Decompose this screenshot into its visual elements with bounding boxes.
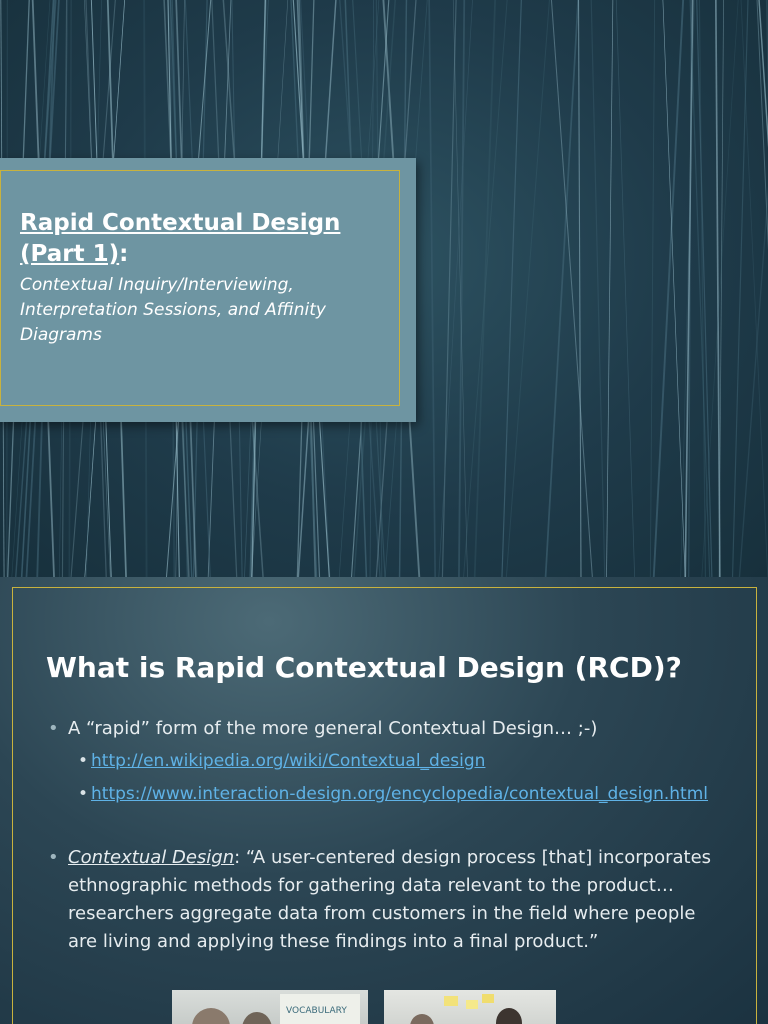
background-line xyxy=(551,0,593,577)
background-line xyxy=(757,0,768,577)
background-line xyxy=(459,0,464,577)
bullet-dot: • xyxy=(48,847,59,868)
content-slide-title: What is Rapid Contextual Design (RCD)? xyxy=(46,651,682,684)
background-line xyxy=(650,0,654,577)
slide-title xyxy=(20,208,390,270)
background-line xyxy=(579,0,582,577)
person-figure xyxy=(410,1014,434,1024)
whiteboard-sign xyxy=(280,994,360,1024)
definition-text: : “A user-centered design process [that] incorporates ethnographic methods for gathering data relevant to the product…researchers aggregate data from customers in the field where people are living and applying these findings into a final product.” xyxy=(68,847,712,952)
background-line xyxy=(545,0,578,577)
background-line xyxy=(463,0,507,577)
workshop-photo-left xyxy=(172,990,368,1024)
background-line xyxy=(741,0,768,577)
title-line-1: Rapid Contextual Design xyxy=(20,210,341,236)
background-line xyxy=(654,0,684,577)
whiteboard-text: VOCABULARY xyxy=(286,1006,347,1016)
sticky-note xyxy=(444,996,458,1006)
background-line xyxy=(442,0,456,577)
title-colon: : xyxy=(119,241,129,267)
background-line xyxy=(716,0,720,577)
bullet-rapid-form-text: A “rapid” form of the more general Contextual Design… ;-) xyxy=(68,718,598,739)
bullet-dot: • xyxy=(78,751,89,771)
background-line xyxy=(616,0,635,577)
person-figure xyxy=(496,1008,522,1024)
background-line xyxy=(591,0,605,577)
person-figure xyxy=(242,1012,272,1024)
sticky-note xyxy=(466,1000,478,1009)
slide-subtitle: Contextual Inquiry/Interviewing, Interpretation Sessions, and Affinity Diagrams xyxy=(20,275,326,345)
title-line-2: (Part 1) xyxy=(20,241,120,267)
sub-bullet-interaction-design xyxy=(78,782,709,806)
sub-bullet-wikipedia xyxy=(78,749,486,773)
bullet-dot: • xyxy=(78,784,89,804)
background-line xyxy=(429,0,435,577)
background-line xyxy=(663,0,686,577)
background-line xyxy=(607,0,613,577)
person-figure xyxy=(192,1008,230,1024)
sticky-note xyxy=(482,994,494,1003)
definition-term: Contextual Design xyxy=(68,847,235,868)
background-line xyxy=(506,0,550,577)
title-card xyxy=(0,158,416,422)
bullet-definition xyxy=(48,844,728,956)
background-line xyxy=(502,0,522,577)
bullet-dot: • xyxy=(48,718,59,739)
content-slide xyxy=(0,577,768,1024)
workshop-photo-right xyxy=(384,990,556,1024)
interaction-design-link[interactable]: https://www.interaction-design.org/encyclopedia/contextual_design.html xyxy=(91,784,709,804)
bullet-rapid-form xyxy=(48,715,728,743)
wikipedia-link[interactable]: http://en.wikipedia.org/wiki/Contextual_design xyxy=(91,751,486,771)
background-line xyxy=(681,0,695,577)
